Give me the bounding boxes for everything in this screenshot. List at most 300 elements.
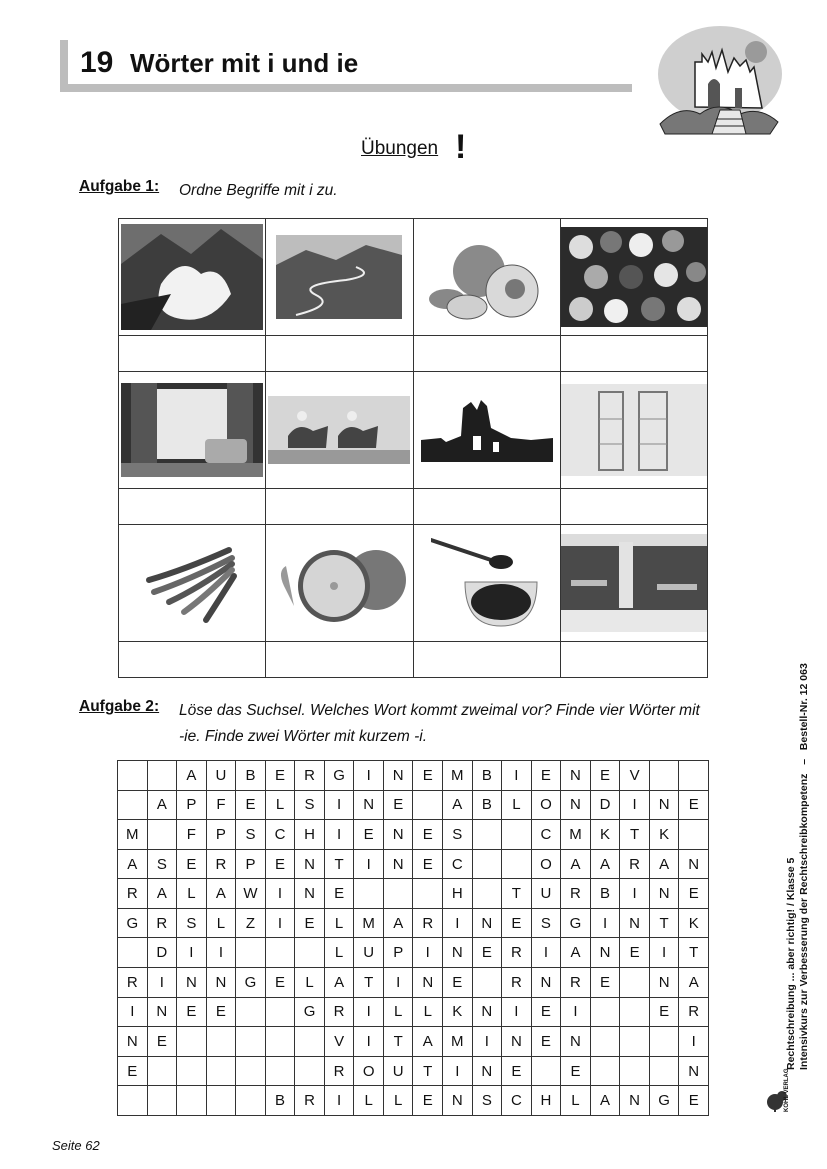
word-search-cell[interactable] [620,1056,650,1086]
word-search-cell[interactable]: L [177,879,207,909]
word-search-row [118,968,709,998]
word-search-cell[interactable]: K [649,820,679,850]
word-search-cell[interactable]: R [679,997,709,1027]
word-search-cell[interactable]: E [265,761,295,791]
word-search-cell[interactable]: T [502,879,532,909]
word-search-cell[interactable]: E [502,908,532,938]
answer-cell[interactable] [266,642,413,678]
word-search-cell[interactable]: A [324,968,354,998]
word-search-cell[interactable]: N [295,849,325,879]
header-bar-horizontal [60,84,632,92]
word-search-cell[interactable] [472,879,502,909]
word-search-cell[interactable]: I [354,997,384,1027]
word-search-cell[interactable] [413,790,443,820]
word-search-cell[interactable] [265,1056,295,1086]
answer-cell[interactable] [119,336,266,372]
word-search-cell[interactable]: C [443,849,473,879]
word-search-cell[interactable]: S [177,908,207,938]
word-search-cell[interactable]: L [383,997,413,1027]
word-search-cell[interactable]: I [354,761,384,791]
answer-cell[interactable] [413,642,560,678]
word-search-cell[interactable]: N [443,938,473,968]
exclamation-mark: ! [455,128,467,166]
word-search-cell[interactable]: M [118,820,148,850]
word-search-cell[interactable] [118,790,148,820]
word-search-cell[interactable]: E [531,1027,561,1057]
word-search-cell[interactable]: E [383,790,413,820]
word-search-cell[interactable]: U [354,938,384,968]
canteen-picture [561,534,707,632]
word-search-cell[interactable]: S [443,820,473,850]
word-search-cell[interactable]: A [118,849,148,879]
word-search-cell[interactable]: E [620,938,650,968]
word-search-cell[interactable]: O [354,1056,384,1086]
word-search-cell[interactable]: I [561,997,591,1027]
word-search-cell[interactable]: E [265,849,295,879]
word-search-row [118,938,709,968]
word-search-cell[interactable]: K [679,908,709,938]
word-search-cell[interactable]: I [324,790,354,820]
word-search-cell[interactable] [118,761,148,791]
picture-cell [119,525,266,642]
word-search-cell[interactable] [354,879,384,909]
word-search-cell[interactable]: R [502,938,532,968]
word-search-cell[interactable] [206,1056,236,1086]
word-search-cell[interactable]: N [561,1027,591,1057]
word-search-cell[interactable] [590,1056,620,1086]
word-search-cell[interactable]: U [206,761,236,791]
word-search-row [118,1056,709,1086]
word-search-cell[interactable] [177,1056,207,1086]
publisher-name: KOHL VERLAG [784,1068,790,1112]
word-search-cell[interactable]: R [502,968,532,998]
word-search-cell[interactable]: E [531,997,561,1027]
picture-cell [560,525,707,642]
picture-cell [266,525,413,642]
word-search-cell[interactable]: E [561,1056,591,1086]
word-search-cell[interactable]: B [265,1086,295,1116]
word-search-cell[interactable]: E [118,1056,148,1086]
word-search-cell[interactable]: F [177,820,207,850]
word-search-cell[interactable]: E [679,1086,709,1116]
picture-cell [119,219,266,336]
word-search-cell[interactable]: L [413,997,443,1027]
word-search-cell[interactable]: P [236,849,266,879]
word-search-cell[interactable]: I [502,997,532,1027]
word-search-cell[interactable]: E [147,1027,177,1057]
word-search-cell[interactable]: B [472,790,502,820]
word-search-cell[interactable] [620,997,650,1027]
word-search-cell[interactable]: N [649,879,679,909]
word-search-cell[interactable]: A [679,968,709,998]
word-search-cell[interactable]: R [561,879,591,909]
word-search-cell[interactable]: E [679,879,709,909]
caviar-picture [431,536,543,630]
word-search-cell[interactable]: L [265,790,295,820]
word-search-cell[interactable]: D [590,790,620,820]
word-search-row [118,1086,709,1116]
word-search-cell[interactable]: S [531,908,561,938]
side-line-1: Rechtschreibung ... aber richtig! / Klasse 5 [785,857,797,1070]
picture-cell [413,219,560,336]
nectarine-picture [427,229,547,325]
word-search-cell[interactable] [177,1027,207,1057]
word-search-cell[interactable]: I [649,938,679,968]
word-search-cell[interactable]: I [324,1086,354,1116]
word-search-cell[interactable]: I [502,761,532,791]
word-search-cell[interactable] [590,1027,620,1057]
word-search-cell[interactable]: N [620,1086,650,1116]
word-search-row [118,879,709,909]
word-search-cell[interactable]: E [324,879,354,909]
word-search-cell[interactable]: U [531,879,561,909]
word-search-cell[interactable] [295,1027,325,1057]
serpentine-road-picture [276,235,402,319]
word-search-cell[interactable]: N [472,908,502,938]
word-search-cell[interactable]: E [472,938,502,968]
word-search-cell[interactable]: B [236,761,266,791]
word-search-cell[interactable] [502,820,532,850]
word-search-cell[interactable] [590,997,620,1027]
word-search-cell[interactable] [147,1086,177,1116]
word-search-row [118,820,709,850]
word-search-cell[interactable]: T [383,1027,413,1057]
word-search-cell[interactable]: B [590,879,620,909]
vitrine-picture [561,384,707,476]
word-search-cell[interactable] [502,849,532,879]
chapter-title: Wörter mit i und ie [130,48,359,78]
word-search-cell[interactable]: H [295,820,325,850]
word-search-cell[interactable]: H [531,1086,561,1116]
word-search-cell[interactable]: N [383,820,413,850]
word-search-cell[interactable] [472,968,502,998]
word-search-cell[interactable]: L [295,968,325,998]
word-search-cell[interactable]: R [118,968,148,998]
word-search-cell[interactable]: G [295,997,325,1027]
word-search-cell[interactable] [265,1027,295,1057]
word-search-cell[interactable]: E [649,997,679,1027]
word-search-cell[interactable]: A [147,790,177,820]
word-search-cell[interactable]: I [383,968,413,998]
word-search-cell[interactable]: O [531,790,561,820]
word-search-cell[interactable]: C [502,1086,532,1116]
answer-cell[interactable] [266,489,413,525]
word-search-cell[interactable]: E [177,997,207,1027]
word-search-cell[interactable]: E [590,968,620,998]
word-search-cell[interactable]: N [118,1027,148,1057]
word-search-cell[interactable]: E [502,1056,532,1086]
word-search-cell[interactable]: L [383,1086,413,1116]
word-search-cell[interactable]: S [147,849,177,879]
word-search-cell[interactable]: A [561,849,591,879]
word-search-cell[interactable] [177,1086,207,1116]
word-search-cell[interactable]: I [620,879,650,909]
picture-grid [118,218,708,678]
word-search-cell[interactable] [649,761,679,791]
word-search-grid [117,760,709,1116]
word-search-cell[interactable]: N [383,761,413,791]
page-number: Seite 62 [52,1138,100,1153]
word-search-cell[interactable]: N [147,997,177,1027]
word-search-cell[interactable]: D [147,938,177,968]
word-search-cell[interactable] [236,1086,266,1116]
word-search-cell[interactable]: I [443,908,473,938]
word-search-cell[interactable]: G [561,908,591,938]
word-search-cell[interactable]: L [354,1086,384,1116]
word-search-cell[interactable]: C [531,820,561,850]
word-search-cell[interactable]: R [413,908,443,938]
word-search-cell[interactable]: N [295,879,325,909]
word-search-cell[interactable]: I [443,1056,473,1086]
word-search-cell[interactable]: V [620,761,650,791]
word-search-cell[interactable]: E [590,761,620,791]
word-search-cell[interactable] [679,820,709,850]
word-search-cell[interactable]: L [502,790,532,820]
word-search-cell[interactable]: N [502,1027,532,1057]
word-search-cell[interactable]: I [147,968,177,998]
word-search-cell[interactable]: T [620,820,650,850]
castle-ruin-illustration [650,22,785,142]
word-search-cell[interactable]: W [236,879,266,909]
section-subtitle: Übungen [361,138,439,159]
orange-picture [272,536,406,630]
word-search-cell[interactable]: M [354,908,384,938]
word-search-cell[interactable]: I [413,938,443,968]
word-search-cell[interactable] [118,938,148,968]
word-search-cell[interactable]: N [472,997,502,1027]
word-search-cell[interactable]: I [620,790,650,820]
word-search-cell[interactable]: E [206,997,236,1027]
word-search-cell[interactable] [472,820,502,850]
word-search-cell[interactable]: T [649,908,679,938]
word-search-cell[interactable]: P [383,938,413,968]
word-search-cell[interactable]: N [413,968,443,998]
word-search-cell[interactable]: T [679,938,709,968]
word-search-cell[interactable]: N [443,1086,473,1116]
word-search-cell[interactable]: E [177,849,207,879]
word-search-cell[interactable]: E [354,820,384,850]
word-search-cell[interactable]: R [206,849,236,879]
word-search-cell[interactable]: B [472,761,502,791]
word-search-cell[interactable]: I [206,938,236,968]
word-search-cell[interactable]: S [236,820,266,850]
word-search-cell[interactable]: R [295,761,325,791]
word-search-cell[interactable]: N [679,849,709,879]
word-search-cell[interactable]: N [206,968,236,998]
pralines-picture [561,227,707,327]
word-search-cell[interactable]: N [531,968,561,998]
word-search-cell[interactable]: H [443,879,473,909]
word-search-cell[interactable]: G [324,761,354,791]
answer-cell[interactable] [560,336,707,372]
word-search-row [118,997,709,1027]
word-search-cell[interactable] [147,1056,177,1086]
sardines-picture [144,540,240,626]
word-search-cell[interactable]: I [679,1027,709,1057]
picture-cell [119,372,266,489]
word-search-cell[interactable]: L [324,908,354,938]
word-search-cell[interactable]: A [177,761,207,791]
word-search-cell[interactable]: S [472,1086,502,1116]
word-search-cell[interactable]: N [620,908,650,938]
word-search-cell[interactable]: L [561,1086,591,1116]
word-search-cell[interactable]: E [236,790,266,820]
word-search-cell[interactable]: A [649,849,679,879]
word-search-cell[interactable]: F [206,790,236,820]
ruin-picture [421,398,553,462]
word-search-cell[interactable]: N [354,790,384,820]
word-search-cell[interactable]: M [443,1027,473,1057]
camel-race-picture [268,396,410,464]
word-search-cell[interactable]: E [531,761,561,791]
task-2-instruction: Löse das Suchsel. Welches Wort kommt zweimal vor? Finde vier Wörter mit -ie. Finde zwei Wörter mit kurzem -i. [179,702,700,745]
word-search-cell[interactable]: R [295,1086,325,1116]
word-search-cell[interactable] [383,879,413,909]
word-search-cell[interactable]: S [295,790,325,820]
word-search-row [118,849,709,879]
word-search-cell[interactable]: V [324,1027,354,1057]
word-search-cell[interactable]: A [413,1027,443,1057]
word-search-cell[interactable] [118,1086,148,1116]
word-search-cell[interactable] [236,997,266,1027]
word-search-row [118,1027,709,1057]
task-1-label: Aufgabe 1: [79,178,160,195]
word-search-cell[interactable]: I [324,820,354,850]
word-search-cell[interactable]: E [265,968,295,998]
word-search-cell[interactable]: K [590,820,620,850]
word-search-cell[interactable]: I [531,938,561,968]
word-search-cell[interactable]: A [590,849,620,879]
word-search-cell[interactable] [679,761,709,791]
word-search-cell[interactable] [147,761,177,791]
side-line-2: Intensivkurs zur Verbesserung der Rechtschreibkompetenz – Bestell-Nr. 12 063 [798,663,810,1070]
word-search-cell[interactable]: C [265,820,295,850]
side-publisher-info [785,663,811,1070]
answer-cell[interactable] [119,489,266,525]
word-search-cell[interactable] [206,1027,236,1057]
word-search-cell[interactable]: Z [236,908,266,938]
word-search-cell[interactable]: R [620,849,650,879]
word-search-cell[interactable]: N [383,849,413,879]
word-search-cell[interactable]: E [413,849,443,879]
word-search-cell[interactable]: I [354,1027,384,1057]
word-search-cell[interactable]: N [561,790,591,820]
word-search-cell[interactable] [620,1027,650,1057]
word-search-cell[interactable] [649,1027,679,1057]
word-search-cell[interactable] [295,1056,325,1086]
word-search-cell[interactable]: E [413,820,443,850]
word-search-cell[interactable]: T [324,849,354,879]
word-search-cell[interactable]: A [206,879,236,909]
word-search-cell[interactable]: G [118,908,148,938]
word-search-cell[interactable]: I [590,908,620,938]
answer-cell[interactable] [266,336,413,372]
word-search-cell[interactable]: E [413,1086,443,1116]
word-search-cell[interactable]: G [649,1086,679,1116]
word-search-cell[interactable]: N [590,938,620,968]
word-search-cell[interactable]: E [413,761,443,791]
word-search-cell[interactable]: I [354,849,384,879]
word-search-cell[interactable]: M [561,820,591,850]
word-search-cell[interactable]: I [118,997,148,1027]
word-search-cell[interactable]: P [177,790,207,820]
word-search-cell[interactable]: A [561,938,591,968]
word-search-cell[interactable] [265,938,295,968]
picture-cell [413,525,560,642]
chapter-header [60,40,632,88]
answer-cell[interactable] [413,336,560,372]
word-search-cell[interactable] [236,1027,266,1057]
word-search-cell[interactable]: K [443,997,473,1027]
word-search-cell[interactable]: R [147,908,177,938]
word-search-cell[interactable] [236,1056,266,1086]
word-search-cell[interactable]: L [206,908,236,938]
word-search-cell[interactable]: A [590,1086,620,1116]
answer-cell[interactable] [119,642,266,678]
word-search-cell[interactable]: M [443,761,473,791]
word-search-cell[interactable]: P [206,820,236,850]
word-search-cell[interactable]: I [265,908,295,938]
word-search-cell[interactable]: E [443,968,473,998]
word-search-cell[interactable]: N [177,968,207,998]
word-search-cell[interactable]: T [354,968,384,998]
word-search-cell[interactable] [147,820,177,850]
word-search-cell[interactable]: T [413,1056,443,1086]
word-search-cell[interactable]: E [679,790,709,820]
word-search-cell[interactable]: A [383,908,413,938]
picture-cell [560,372,707,489]
word-search-row [118,790,709,820]
picture-cell [413,372,560,489]
word-search-cell[interactable] [413,879,443,909]
word-search-cell[interactable] [649,1056,679,1086]
word-search-cell[interactable]: L [324,938,354,968]
answer-cell[interactable] [560,642,707,678]
word-search-cell[interactable]: E [295,908,325,938]
word-search-cell[interactable]: I [177,938,207,968]
word-search-cell[interactable]: N [679,1056,709,1086]
word-search-cell[interactable] [295,938,325,968]
word-search-cell[interactable] [531,1056,561,1086]
answer-cell[interactable] [560,489,707,525]
word-search-cell[interactable]: N [472,1056,502,1086]
word-search-cell[interactable] [236,938,266,968]
word-search-cell[interactable]: R [324,997,354,1027]
word-search-cell[interactable] [265,997,295,1027]
word-search-cell[interactable]: N [561,761,591,791]
mountain-clouds-picture [121,224,263,330]
word-search-cell[interactable]: N [649,968,679,998]
word-search-row [118,761,709,791]
word-search-cell[interactable] [472,849,502,879]
word-search-cell[interactable]: R [324,1056,354,1086]
word-search-cell[interactable]: G [236,968,266,998]
picture-cell [266,219,413,336]
picture-cell [266,372,413,489]
word-search-cell[interactable]: R [118,879,148,909]
word-search-cell[interactable]: I [472,1027,502,1057]
word-search-cell[interactable]: O [531,849,561,879]
word-search-cell[interactable]: A [147,879,177,909]
word-search-cell[interactable]: U [383,1056,413,1086]
word-search-cell[interactable]: R [561,968,591,998]
word-search-cell[interactable]: A [443,790,473,820]
word-search-cell[interactable] [206,1086,236,1116]
word-search-cell[interactable]: N [649,790,679,820]
word-search-cell[interactable] [620,968,650,998]
answer-cell[interactable] [413,489,560,525]
word-search-cell[interactable]: I [265,879,295,909]
